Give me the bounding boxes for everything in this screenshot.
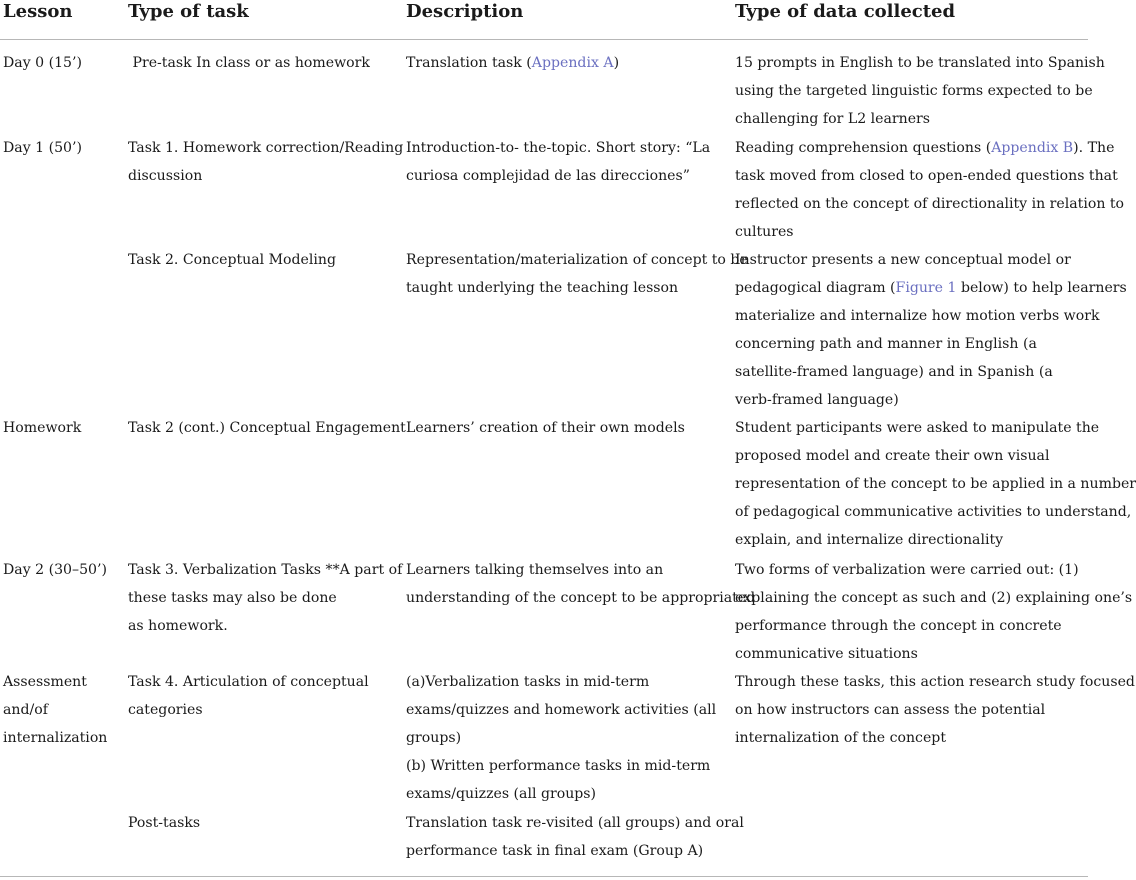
cell-line: challenging for L2 learners <box>735 111 931 128</box>
header-description: Description <box>406 1 524 22</box>
cell-line: (b) Written performance tasks in mid-term <box>406 758 711 775</box>
header-type-of-data: Type of data collected <box>735 1 956 22</box>
cell-line: verb-framed language) <box>735 392 899 409</box>
cell-line: Through these tasks, this action research study focused <box>735 674 1135 690</box>
cell-lesson <box>3 414 81 442</box>
cell-line: performance through the concept in concrete <box>735 618 1062 635</box>
cell-line: Two forms of verbalization were carried out: (1) <box>735 562 1079 578</box>
cell-line: Task 3. Verbalization Tasks **A part of <box>128 562 403 578</box>
cell-line: these tasks may also be done <box>128 590 337 607</box>
cell-data <box>735 134 1124 246</box>
cell-line: Day 0 (15’) <box>3 55 83 71</box>
cell-line: groups) <box>406 730 462 747</box>
cell-line: task moved from closed to open-ended questions that <box>735 168 1118 185</box>
text-segment: ) <box>613 55 620 71</box>
text-segment: pedagogical diagram ( <box>735 280 896 297</box>
cell-line: Instructor presents a new conceptual model or <box>735 252 1071 268</box>
cell-line: categories <box>128 702 203 719</box>
cell-line: Day 1 (50’) <box>3 140 83 156</box>
cell-line: and/of <box>3 702 48 719</box>
cell-line: on how instructors can assess the potential <box>735 702 1046 719</box>
cell-desc <box>406 246 748 302</box>
cell-line: cultures <box>735 224 794 241</box>
cell-line: internalization of the concept <box>735 730 946 747</box>
cell-line: exams/quizzes and homework activities (all <box>406 702 717 719</box>
cell-data <box>735 668 1135 752</box>
cell-lesson <box>3 49 82 77</box>
cell-desc <box>406 49 619 77</box>
reference-link[interactable]: Appendix A <box>531 55 614 71</box>
cell-line: Task 4. Articulation of conceptual <box>128 674 369 690</box>
text-segment: Translation task ( <box>406 55 532 71</box>
cell-line: Learners’ creation of their own models <box>406 420 685 436</box>
cell-line: Task 2 (cont.) Conceptual Engagement <box>128 420 406 436</box>
text-segment: below) to help learners <box>956 280 1127 297</box>
cell-data <box>735 246 1127 415</box>
cell-desc <box>406 668 716 808</box>
cell-line <box>735 134 1124 162</box>
cell-line: performance task in final exam (Group A) <box>406 843 704 860</box>
reference-link[interactable]: Figure 1 <box>895 280 957 297</box>
cell-line: explaining the concept as such and (2) explaining one’s <box>735 590 1133 607</box>
cell-line: Homework <box>3 420 82 436</box>
cell-line: curiosa complejidad de las direcciones” <box>406 168 690 185</box>
cell-line: Task 2. Conceptual Modeling <box>128 252 337 268</box>
cell-line: understanding of the concept to be appropriated <box>406 590 756 607</box>
cell-line: (a)Verbalization tasks in mid-term <box>406 674 650 690</box>
cell-type <box>128 134 403 190</box>
cell-type <box>128 246 336 274</box>
cell-lesson <box>3 668 107 752</box>
cell-desc <box>406 414 685 442</box>
cell-line: Day 2 (30–50’) <box>3 562 107 578</box>
cell-line: Assessment <box>3 674 87 690</box>
cell-line: exams/quizzes (all groups) <box>406 786 597 803</box>
cell-line: Pre-task In class or as homework <box>128 55 370 71</box>
cell-line: internalization <box>3 730 108 747</box>
cell-desc <box>406 134 710 190</box>
text-segment: ). The <box>1073 140 1115 156</box>
cell-line: Representation/materialization of concept to be <box>406 252 748 268</box>
cell-data <box>735 556 1132 668</box>
cell-line: concerning path and manner in English (a <box>735 336 1037 353</box>
cell-line <box>406 49 619 77</box>
cell-line: taught underlying the teaching lesson <box>406 280 679 297</box>
header-lesson: Lesson <box>3 1 73 22</box>
reference-link[interactable]: Appendix B <box>991 140 1074 156</box>
cell-line: communicative situations <box>735 646 918 663</box>
cell-line: reflected on the concept of directionality in relation to <box>735 196 1125 213</box>
cell-desc <box>406 556 755 612</box>
header-type-of-task: Type of task <box>128 1 249 22</box>
cell-type <box>128 556 402 640</box>
cell-type <box>128 809 200 837</box>
cell-desc <box>406 809 744 865</box>
text-segment: Reading comprehension questions ( <box>735 140 992 156</box>
cell-line: Student participants were asked to manipulate the <box>735 420 1100 436</box>
cell-data <box>735 49 1105 133</box>
cell-line: Task 1. Homework correction/Reading <box>128 140 404 156</box>
cell-line: using the targeted linguistic forms expected to be <box>735 83 1093 100</box>
cell-line: Introduction-to- the-topic. Short story: “La <box>406 140 711 156</box>
table-header <box>0 0 1088 40</box>
cell-type <box>128 414 406 442</box>
cell-lesson <box>3 556 107 584</box>
cell-line: 15 prompts in English to be translated into Spanish <box>735 55 1105 71</box>
cell-line: as homework. <box>128 618 228 635</box>
cell-line: materialize and internalize how motion verbs work <box>735 308 1100 325</box>
cell-line: representation of the concept to be applied in a number <box>735 476 1136 493</box>
table-bottom-rule <box>0 876 1088 877</box>
cell-type <box>128 668 369 724</box>
cell-line: Translation task re-visited (all groups) and oral <box>406 815 744 831</box>
cell-line: Post-tasks <box>128 815 201 831</box>
cell-line: Learners talking themselves into an <box>406 562 664 578</box>
cell-lesson <box>3 134 82 162</box>
cell-line: explain, and internalize directionality <box>735 532 1004 549</box>
cell-line: discussion <box>128 168 203 185</box>
cell-line: satellite-framed language) and in Spanish (a <box>735 364 1053 381</box>
cell-line: proposed model and create their own visual <box>735 448 1050 465</box>
cell-line <box>735 274 1127 302</box>
cell-line: of pedagogical communicative activities to understand, <box>735 504 1132 521</box>
cell-type <box>128 49 370 77</box>
cell-data <box>735 414 1136 554</box>
